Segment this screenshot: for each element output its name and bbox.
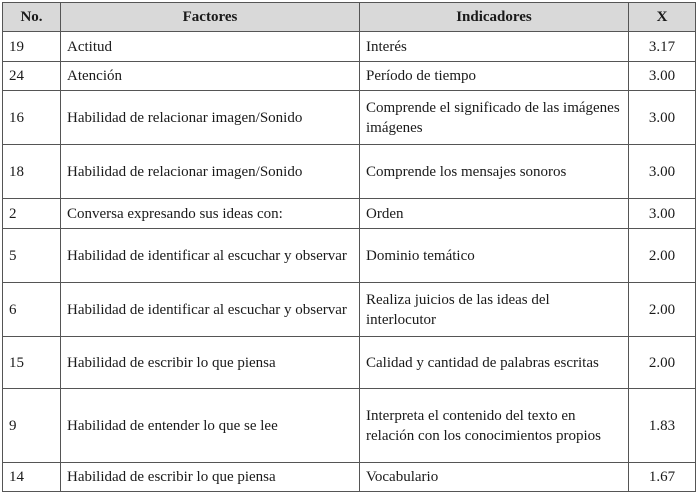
- cell-factor: Actitud: [61, 32, 360, 62]
- cell-factor: Habilidad de relacionar imagen/Sonido: [61, 145, 360, 199]
- cell-no: 24: [3, 62, 61, 91]
- header-x: X: [629, 3, 696, 32]
- cell-indicador: Realiza juicios de las ideas del interlocutor: [360, 283, 629, 337]
- header-row: [3, 3, 696, 32]
- cell-x: 3.00: [629, 199, 696, 229]
- header-no: No.: [3, 3, 61, 32]
- cell-x: 3.00: [629, 145, 696, 199]
- cell-factor: Habilidad de escribir lo que piensa: [61, 463, 360, 492]
- cell-no: 16: [3, 91, 61, 145]
- cell-no: 5: [3, 229, 61, 283]
- cell-no: 6: [3, 283, 61, 337]
- cell-x: 2.00: [629, 283, 696, 337]
- cell-x: 3.00: [629, 91, 696, 145]
- table-row: [3, 229, 696, 283]
- table-row: [3, 463, 696, 492]
- cell-factor: Habilidad de relacionar imagen/Sonido: [61, 91, 360, 145]
- header-indicadores: Indicadores: [360, 3, 629, 32]
- cell-indicador: Interés: [360, 32, 629, 62]
- cell-factor: Habilidad de entender lo que se lee: [61, 389, 360, 463]
- cell-x: 2.00: [629, 229, 696, 283]
- table-row: [3, 283, 696, 337]
- header-factores: Factores: [61, 3, 360, 32]
- cell-no: 19: [3, 32, 61, 62]
- cell-factor: Conversa expresando sus ideas con:: [61, 199, 360, 229]
- cell-no: 14: [3, 463, 61, 492]
- table-row: [3, 145, 696, 199]
- cell-factor: Habilidad de identificar al escuchar y observar: [61, 283, 360, 337]
- cell-indicador: Vocabulario: [360, 463, 629, 492]
- cell-x: 1.83: [629, 389, 696, 463]
- cell-indicador: Interpreta el contenido del texto en relación con los conocimientos propios: [360, 389, 629, 463]
- cell-indicador: Calidad y cantidad de palabras escritas: [360, 337, 629, 389]
- cell-no: 18: [3, 145, 61, 199]
- table-row: [3, 389, 696, 463]
- cell-indicador: Período de tiempo: [360, 62, 629, 91]
- cell-indicador: Dominio temático: [360, 229, 629, 283]
- table-row: [3, 62, 696, 91]
- cell-factor: Habilidad de escribir lo que piensa: [61, 337, 360, 389]
- cell-no: 15: [3, 337, 61, 389]
- table-row: [3, 91, 696, 145]
- cell-factor: Atención: [61, 62, 360, 91]
- cell-indicador: Comprende el significado de las imágenes imágenes: [360, 91, 629, 145]
- cell-indicador: Comprende los mensajes sonoros: [360, 145, 629, 199]
- cell-x: 2.00: [629, 337, 696, 389]
- table-row: [3, 199, 696, 229]
- table-row: [3, 337, 696, 389]
- cell-x: 3.00: [629, 62, 696, 91]
- cell-x: 1.67: [629, 463, 696, 492]
- table-row: [3, 32, 696, 62]
- cell-no: 9: [3, 389, 61, 463]
- factors-table: [2, 2, 696, 492]
- cell-factor: Habilidad de identificar al escuchar y observar: [61, 229, 360, 283]
- cell-no: 2: [3, 199, 61, 229]
- cell-indicador: Orden: [360, 199, 629, 229]
- cell-x: 3.17: [629, 32, 696, 62]
